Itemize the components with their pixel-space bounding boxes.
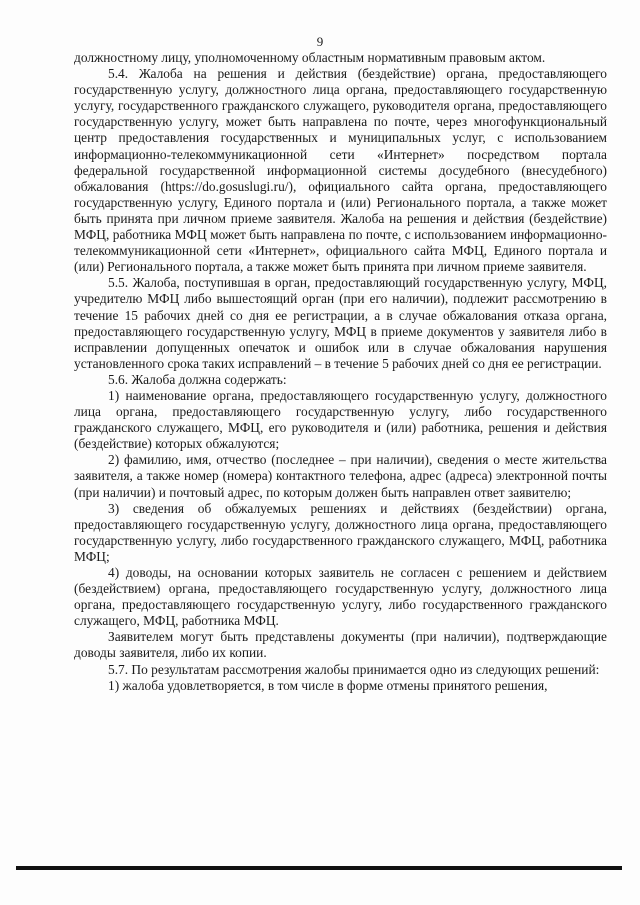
paragraph-continuation: должностному лицу, уполномоченному областным нормативным правовым актом. (74, 50, 546, 65)
paragraph-5-6: 5.6. Жалоба должна содержать: (108, 371, 287, 387)
list-item-2: 2) фамилию, имя, отчество (последнее – при наличии), сведения о месте жительства заявителя, а также номер (номера) контактного телефона, адрес (адреса) электронной почты (при наличии) и почтовый адрес, по которым должен быть направлен ответ заявителю; (74, 452, 607, 500)
paragraph-5-7: 5.7. По результатам рассмотрения жалобы принимается одно из следующих решений: (108, 661, 600, 677)
page-number: 9 (316, 34, 324, 49)
list-item-1: 1) наименование органа, предоставляющего государственную услугу, должностного лица органа, предоставляющего государственную услугу, либо государственного гражданского служащего, МФЦ, его руководителя и (или) работника, решения и действия (бездействие) которых обжалуются; (74, 387, 607, 452)
list-item-decision-1: 1) жалоба удовлетворяется, в том числе в форме отмены принятого решения, (108, 677, 548, 693)
paragraph-5-4: 5.4. Жалоба на решения и действия (бездействие) органа, предоставляющего государственную услугу, должностного лица органа, предоставляющего государственную услугу, государственного гражданского служащего, руководителя органа, предоставляющего государственную услугу, может быть направлена по почте, через многофункциональный центр предоставления государственных и муниципальных услуг, с использованием информационно-телекоммуникационной сети «Интернет» посредством портала федеральной государственной информационной системы досудебного (внесудебного) обжалования (https://do.gosuslugi.ru/), официального сайта органа, предоставляющего государственную услугу, Единого портала и (или) Регионального портала, а также может быть принята при личном приеме заявителя. Жалоба на решения и действия (бездействие) МФЦ, работника МФЦ может быть направлена по почте, с использованием информационно-телекоммуникационной сети «Интернет», официального сайта МФЦ, Единого портала и (или) Регионального портала, а также может быть принята при личном приеме заявителя. (74, 66, 607, 275)
footer-rule (16, 866, 622, 870)
paragraph-documents: Заявителем могут быть представлены документы (при наличии), подтверждающие доводы заявителя, либо их копии. (74, 629, 607, 661)
list-item-4: 4) доводы, на основании которых заявитель не согласен с решением и действием (бездействием) органа, предоставляющего государственную услугу, должностного лица органа, предоставляющего государственную услугу, либо государственного гражданского служащего, МФЦ, работника МФЦ. (74, 565, 607, 629)
paragraph-5-5: 5.5. Жалоба, поступившая в орган, предоставляющий государственную услугу, МФЦ, учредителю МФЦ либо вышестоящий орган (при его наличии), подлежит рассмотрению в течение 15 рабочих дней со дня ее регистрации, а в случае обжалования отказа органа, предоставляющего государственную услугу, МФЦ в приеме документов у заявителя либо в исправлении допущенных опечаток и ошибок или в случае обжалования нарушения установленного срока таких исправлений – в течение 5 рабочих дней со дня ее регистрации. (74, 275, 607, 371)
list-item-3: 3) сведения об обжалуемых решениях и действиях (бездействии) органа, предоставляющего государственную услугу, должностного лица органа, предоставляющего государственную услугу, либо государственного гражданского служащего, МФЦ, работника МФЦ; (74, 500, 607, 564)
document-body (74, 50, 607, 694)
